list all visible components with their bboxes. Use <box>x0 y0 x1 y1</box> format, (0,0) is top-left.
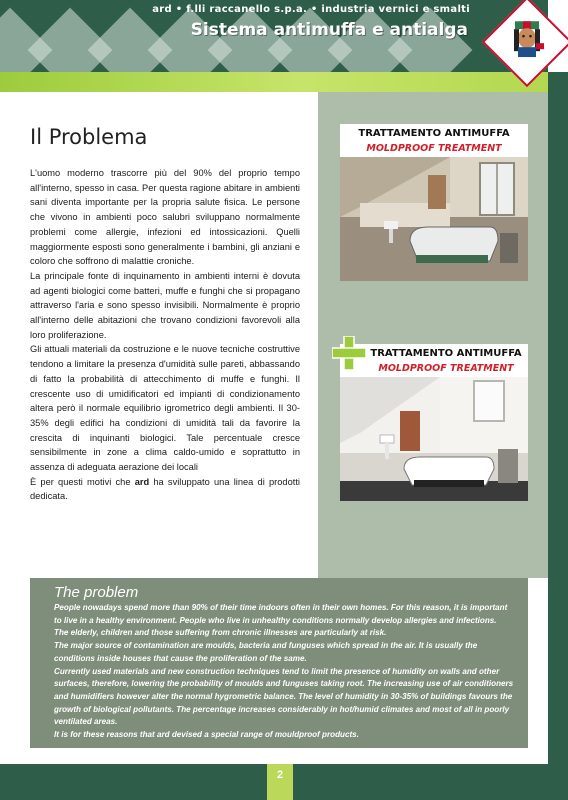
english-text <box>54 602 514 742</box>
bathroom-before-photo <box>340 157 528 281</box>
paragraph: Gli attuali materiali da costruzione e le nuove tecniche costruttive tendono a limitare la presenza d'umidità sulle pareti, abbassando di fatto la probabilità di attecchimento di muffe e funghi. Il crescente uso di umidificatori ed impianti di condizionamento altera però il normale equilibrio igrometrico degli ambienti. Il 30-35% degli edifici ha condizioni di umidità tali da favorire la crescita di inquinanti biologici. Tale percentuale cresce sensibilmente in zone a clima caldo-umido e soprattutto in assenza di adeguata aerazione dei locali <box>30 344 300 473</box>
section-heading: Il Problema <box>30 125 148 149</box>
after-photo-caption <box>340 344 528 377</box>
company-name: ard • f.lli raccanello s.p.a. • industria vernici e smalti <box>152 4 470 15</box>
after-label: TRATTAMENTO ANTIMUFFA <box>370 348 522 359</box>
before-photo-card <box>340 124 528 281</box>
page-title: Sistema antimuffa e antialga <box>190 20 468 40</box>
before-label: TRATTAMENTO ANTIMUFFA <box>358 128 510 139</box>
page-header <box>0 0 548 72</box>
brand-name: ard <box>134 476 150 487</box>
english-paragraph: Currently used materials and new construction techniques tend to limit the presence of humidity on walls and other surfaces, therefore, lowering the probability of moulds and funguses taking root. The increasing use of air conditioners and humidifiers however alter the normal hygrometric balance. The level of humidity in 30-35% of buildings favours the growth of biological pollutants. The percentage increases considerably in hot/humid climates and most of all in poorly ventilated areas. <box>54 666 514 727</box>
paragraph-closing <box>30 475 300 504</box>
side-strip <box>548 72 568 800</box>
english-paragraph: It is for these reasons that ard devised a special range of mouldproof products. <box>54 730 359 740</box>
english-heading: The problem <box>54 584 139 601</box>
after-sublabel: MOLDPROOF TREATMENT <box>378 363 514 374</box>
english-summary-box <box>30 578 528 748</box>
before-sublabel: MOLDPROOF TREATMENT <box>366 143 502 154</box>
page-number: 2 <box>267 764 293 800</box>
closing-post: ha sviluppato una linea di prodotti dedicata. <box>30 476 300 502</box>
closing-pre: È per questi motivi che <box>30 476 135 487</box>
header-accent-band <box>0 72 548 92</box>
english-paragraph: The major source of contamination are moulds, bacteria and funguses which spread in the air. It is usually the conditions inside houses that cause the proliferation of the same. <box>54 641 478 663</box>
image-panel <box>318 92 548 578</box>
english-paragraph: The elderly, children and those suffering from chronic illnesses are particularly at risk. <box>54 628 387 638</box>
paragraph: La principale fonte di inquinamento in ambienti interni è dovuta ad agenti biologici come batteri, muffe e funghi che si propagano attraverso l'aria e sono spesso invisibili. Normalmente è proprio all'interno delle abitazioni che trovano condizioni favorevoli alla loro proliferazione. <box>30 270 300 340</box>
plus-icon <box>332 336 366 370</box>
paragraph: L'uomo moderno trascorre più del 90% del proprio tempo all'interno, spesso in casa. Per questa ragione abitare in ambienti sani diventa importante per la propria salute fisica. Le persone che vivono in ambienti poco salubri sviluppano normalmente problemi come allergie, infezioni ed intossicazioni. Quelli maggiormente esposti sono generalmente i bambini, gli anziani e coloro che soffrono di malattie croniche. <box>30 168 300 267</box>
english-paragraph: People nowadays spend more than 90% of their time indoors often in their own homes. For this reason, it is important to live in a healthy environment. People who live in unhealthy conditions normally develop allergies and infections. <box>54 603 508 625</box>
bathroom-after-photo <box>340 377 528 501</box>
body-text <box>30 166 300 504</box>
before-photo-caption <box>340 124 528 157</box>
mascot-icon <box>509 21 545 57</box>
after-photo-card <box>340 344 528 501</box>
